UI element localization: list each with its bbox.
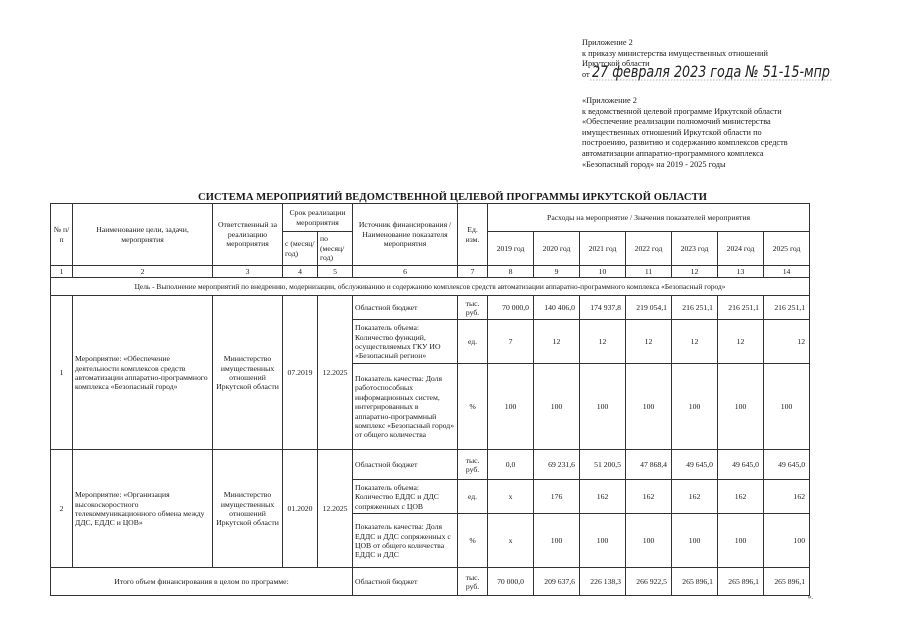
unit-cell: тыс. руб. [458,296,488,320]
value-cell: 7 [488,320,534,364]
header-name: Наименование цели, задачи, мероприятия [73,204,213,266]
value-cell: 0,0 [488,450,534,480]
header-year: 2022 год [626,232,672,266]
column-number: 9 [534,266,580,278]
unit-cell: % [458,514,488,568]
column-number: 4 [283,266,318,278]
value-cell: 12 [764,320,810,364]
total-value: 265 896,1 [672,568,718,596]
value-cell: 162 [672,480,718,514]
value-cell: 162 [718,480,764,514]
column-number: 8 [488,266,534,278]
value-cell: 100 [488,364,534,450]
unit-cell: ед. [458,480,488,514]
value-cell: 100 [626,364,672,450]
value-cell: 162 [580,480,626,514]
value-cell: 219 054,1 [626,296,672,320]
value-cell: 49 645,0 [764,450,810,480]
total-label: Итого объем финансирования в целом по программе: [51,568,353,596]
column-number: 1 [51,266,73,278]
value-cell: 216 251,1 [764,296,810,320]
indicator-cell: Показатель качества: Доля работоспособных информационных систем, интегрированных в аппаратно-программный комплекс «Безопасный город» от общего количества [353,364,458,450]
value-cell: 100 [626,514,672,568]
header-to: по (месяц/ год) [318,232,353,266]
header-responsible: Ответственный за реализацию мероприятия [213,204,283,266]
program-line: имущественных отношений Иркутской области по [582,127,762,137]
value-cell: 140 406,0 [534,296,580,320]
column-number: 11 [626,266,672,278]
program-line: к ведомственной целевой программе Иркутской области [582,106,782,116]
column-number: 5 [318,266,353,278]
program-line: «Обеспечение реализации полномочий министерства [582,117,771,127]
header-from: с (месяц/ год) [283,232,318,266]
program-line: построению, развитию и содержанию комплексов средств [582,138,788,148]
unit-cell: тыс. руб. [458,450,488,480]
svg-text:27 февраля 2023 года № 51-15-м: 27 февраля 2023 года № 51-15-мпр [592,62,830,81]
value-cell: 100 [764,514,810,568]
measure-responsible: Министерство имущественных отношений Иркутской области [213,450,283,568]
appendix-line: Иркутской области [582,59,650,69]
indicator-cell: Показатель качества: Доля ЕДДС и ДДС сопряженных с ЦОВ от общего количества ЕДДС и ДДС [353,514,458,568]
value-cell: 12 [626,320,672,364]
closing-quote-mark: ». [807,593,813,601]
value-cell: х [488,480,534,514]
header-year: 2020 год [534,232,580,266]
source-cell: Областной бюджет [353,296,458,320]
measure-num: 1 [51,296,73,450]
value-cell: 12 [580,320,626,364]
header-year: 2024 год [718,232,764,266]
program-header [582,96,788,170]
header-year: 2025 год [764,232,810,266]
column-number: 6 [353,266,458,278]
goal-row: Цель - Выполнение мероприятий по внедрению, модернизации, обслуживанию и содержанию комплексов средств автоматизации аппаратно-программного комплекса «Безопасный город» [51,278,810,296]
value-cell: 100 [580,514,626,568]
value-cell: 12 [534,320,580,364]
appendix-line: к приказу министерства имущественных отношений [582,48,768,58]
measure-from: 07.2019 [283,296,318,450]
value-cell: 100 [718,364,764,450]
value-cell: 47 868,4 [626,450,672,480]
document-title: СИСТЕМА МЕРОПРИЯТИЙ ВЕДОМСТВЕННОЙ ЦЕЛЕВОЙ ПРОГРАММЫ ИРКУТСКОЙ ОБЛАСТИ [198,192,707,203]
column-number: 2 [73,266,213,278]
value-cell: 12 [718,320,764,364]
value-cell: 100 [764,364,810,450]
measure-from: 01.2020 [283,450,318,568]
column-number: 7 [458,266,488,278]
value-cell: 162 [626,480,672,514]
measure-name: Мероприятие: «Обеспечение деятельности комплексов средств автоматизации аппаратно-программного комплекса «Безопасный город» [73,296,213,450]
value-cell: 162 [764,480,810,514]
indicator-cell: Показатель объема: Количество ЕДДС и ДДС сопряженных с ЦОВ [353,480,458,514]
value-cell: 174 937,8 [580,296,626,320]
value-cell: 12 [672,320,718,364]
header-period: Срок реализации мероприятия [283,204,353,232]
source-cell: Областной бюджет [353,450,458,480]
total-value: 266 922,5 [626,568,672,596]
program-line: «Безопасный город» на 2019 - 2025 годы [582,159,726,169]
value-cell: 100 [672,514,718,568]
source-cell: Областной бюджет [353,568,458,596]
value-cell: 216 251,1 [718,296,764,320]
header-year: 2019 год [488,232,534,266]
value-cell: х [488,514,534,568]
program-line: автоматизации аппаратно-программного комплекса [582,148,764,158]
measure-to: 12.2025 [318,450,353,568]
total-value: 209 637,6 [534,568,580,596]
value-cell: 100 [580,364,626,450]
header-year: 2023 год [672,232,718,266]
value-cell: 176 [534,480,580,514]
column-number: 13 [718,266,764,278]
unit-cell: % [458,364,488,450]
header-unit: Ед. изм. [458,204,488,266]
column-number: 12 [672,266,718,278]
total-value: 265 896,1 [764,568,810,596]
measure-to: 12.2025 [318,296,353,450]
total-value: 70 000,0 [488,568,534,596]
handwritten-date-signature [590,60,835,86]
value-cell: 69 231,6 [534,450,580,480]
value-cell: 49 645,0 [672,450,718,480]
measure-num: 2 [51,450,73,568]
column-number: 10 [580,266,626,278]
column-number: 3 [213,266,283,278]
value-cell: 100 [534,364,580,450]
unit-cell: тыс. руб. [458,568,488,596]
header-year: 2021 год [580,232,626,266]
total-value: 226 138,3 [580,568,626,596]
header-num: № п/п [51,204,73,266]
value-cell: 49 645,0 [718,450,764,480]
header-expenses: Расходы на мероприятие / Значения показателей мероприятия [488,204,810,232]
unit-cell: ед. [458,320,488,364]
measure-responsible: Министерство имущественных отношений Иркутской области [213,296,283,450]
indicator-cell: Показатель объема: Количество функций, осуществляемых ГКУ ИО «Безопасный регион» [353,320,458,364]
value-cell: 100 [534,514,580,568]
column-number: 14 [764,266,810,278]
appendix-line: от [582,69,590,79]
value-cell: 216 251,1 [672,296,718,320]
total-value: 265 896,1 [718,568,764,596]
header-source: Источник финансирования / Наименование показателя мероприятия [353,204,458,266]
program-line: «Приложение 2 [582,96,637,105]
appendix-line: Приложение 2 [582,38,633,47]
measure-name: Мероприятие: «Организация высокоскоростного телекоммуникационного обмена между ДДС, ЕДДС и ЦОВ» [73,450,213,568]
value-cell: 100 [718,514,764,568]
value-cell: 51 200,5 [580,450,626,480]
value-cell: 100 [672,364,718,450]
measures-table [50,203,810,596]
value-cell: 70 000,0 [488,296,534,320]
